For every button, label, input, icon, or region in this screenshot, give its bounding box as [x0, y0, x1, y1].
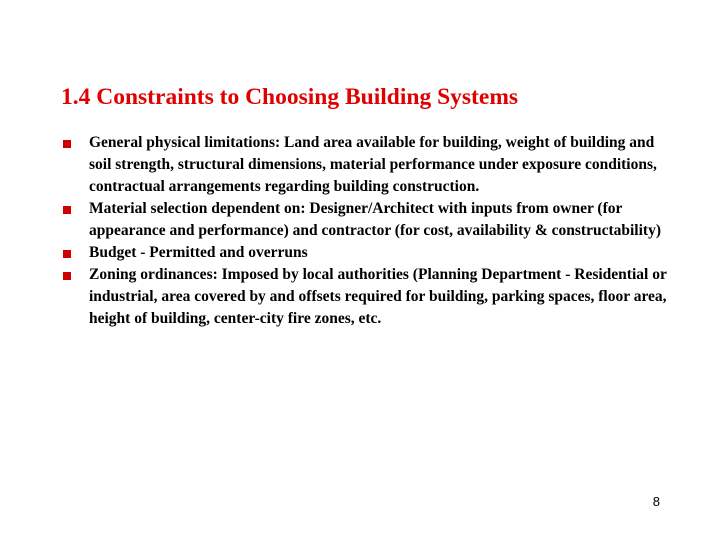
- slide-title: 1.4 Constraints to Choosing Building Systems: [61, 84, 519, 110]
- page-number: 8: [652, 494, 660, 509]
- bullet-text: General physical limitations: Land area available for building, weight of building and soil strength, structural dimensions, material performance under exposure conditions, contractual arrangements regarding building construction.: [89, 134, 657, 195]
- bullet-item-zoning: [61, 264, 681, 330]
- square-bullet-icon: [63, 206, 71, 214]
- square-bullet-icon: [63, 140, 71, 148]
- bullet-item-physical-limitations: [61, 132, 681, 198]
- bullet-text: Material selection dependent on: Designer/Architect with inputs from owner (for appearance and performance) and contractor (for cost, availability & constructability): [89, 200, 661, 239]
- bullet-list: [61, 132, 681, 330]
- square-bullet-icon: [63, 250, 71, 258]
- bullet-text: Zoning ordinances: Imposed by local authorities (Planning Department - Residential or industrial, area covered by and offsets required for building, parking spaces, floor area, height of building, center-city fire zones, etc.: [89, 266, 667, 327]
- square-bullet-icon: [63, 272, 71, 280]
- bullet-item-budget: [61, 242, 681, 264]
- bullet-item-material-selection: [61, 198, 681, 242]
- bullet-text: Budget - Permitted and overruns: [89, 244, 308, 261]
